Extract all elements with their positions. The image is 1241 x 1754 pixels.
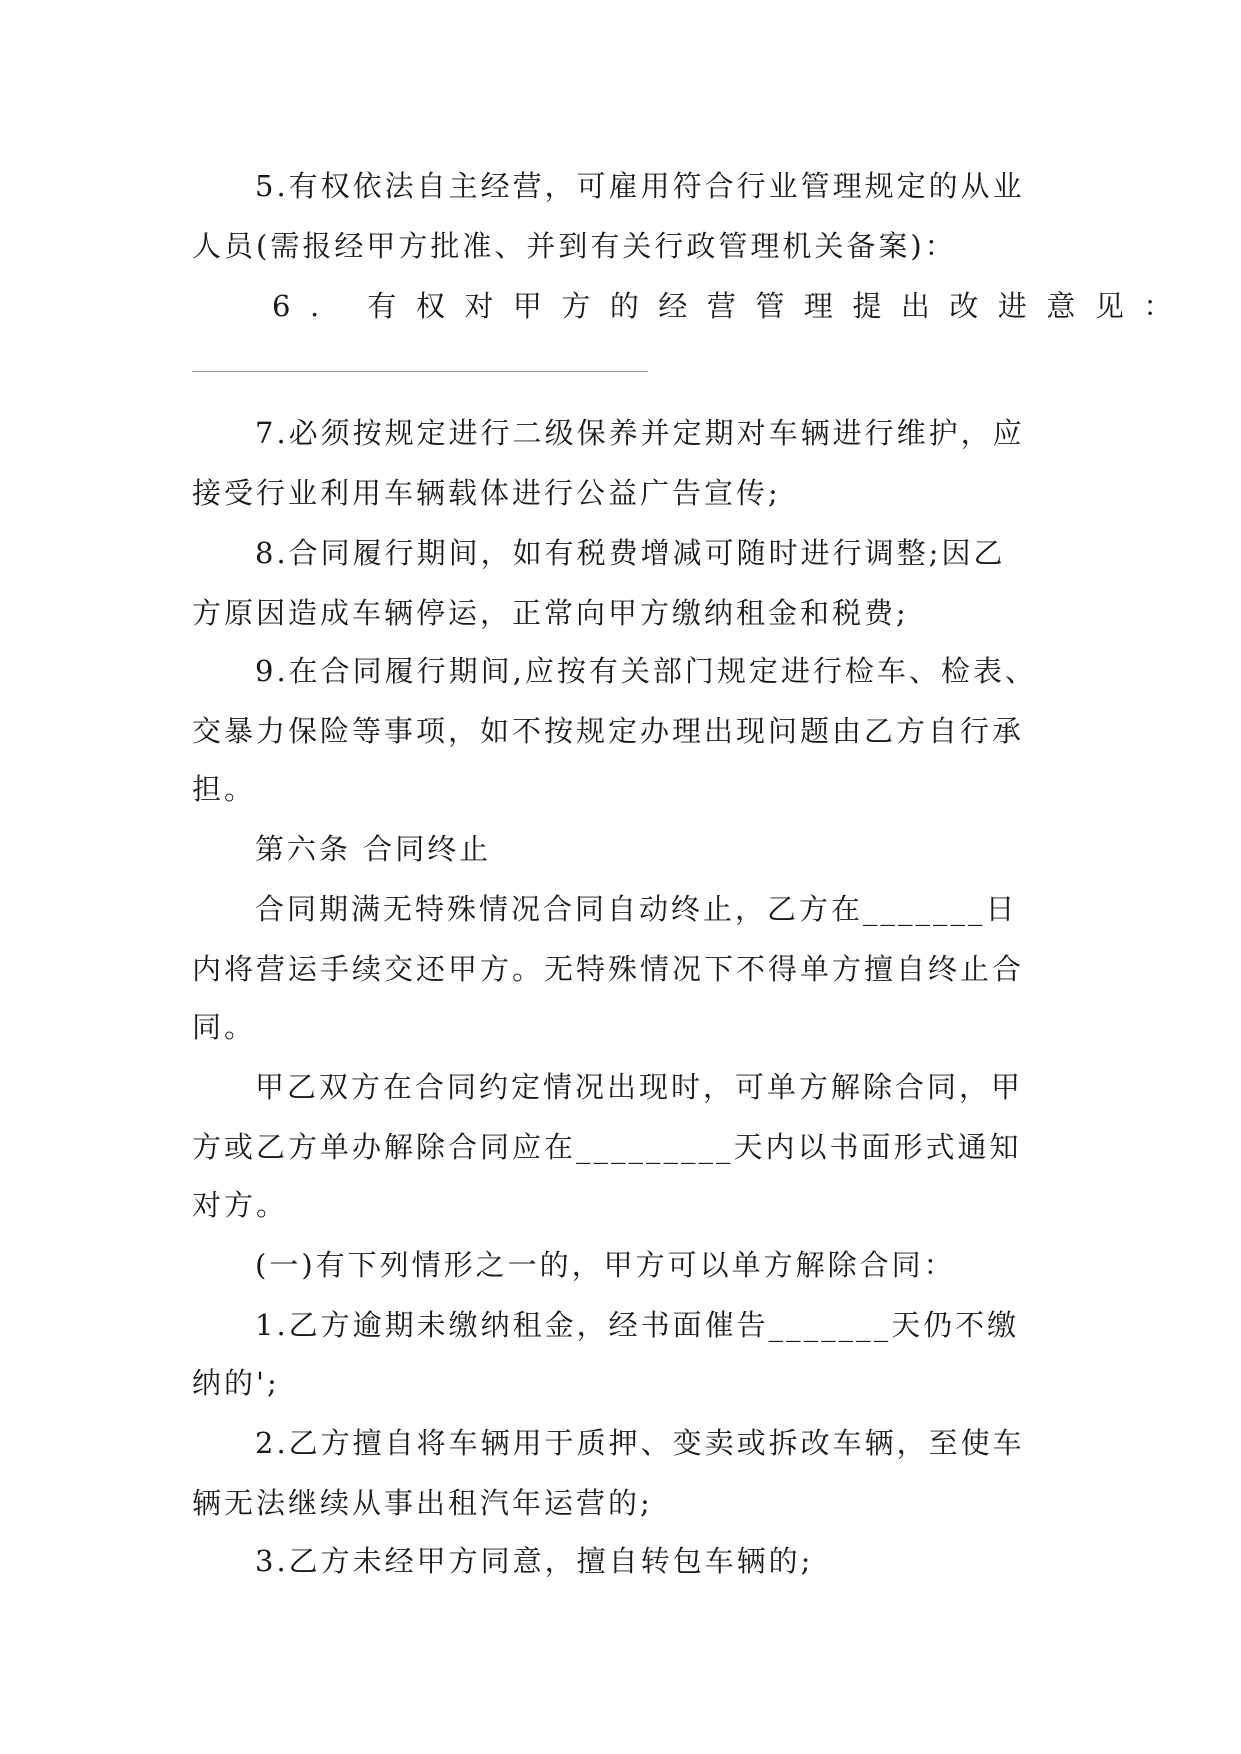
clause-7-line-2: 接受行业利用车辆载体进行公益广告宣传; bbox=[192, 476, 781, 510]
clause-6-line: 6. 有权对甲方的经营管理提出改进意见： bbox=[272, 289, 1192, 323]
clause-8-line-1: 8.合同履行期间，如有税费增减可随时进行调整;因乙 bbox=[255, 536, 1006, 570]
termination-para-1-line-1: 合同期满无特殊情况合同自动终止，乙方在_______日 bbox=[255, 892, 1018, 926]
termination-para-1-line-2: 内将营运手续交还甲方。无特殊情况下不得单方擅自终止合 bbox=[192, 952, 1025, 986]
clause-8-line-2: 方原因造成车辆停运，正常向甲方缴纳租金和税费; bbox=[192, 596, 909, 630]
termination-para-1-line-3: 同。 bbox=[192, 1010, 257, 1044]
termination-item-1-line-1: 1.乙方逾期未缴纳租金，经书面催告_______天仍不缴 bbox=[255, 1308, 1020, 1342]
termination-item-2-line-1: 2.乙方擅自将车辆用于质押、变卖或拆改车辆，至使车 bbox=[255, 1426, 1025, 1460]
clause-9-line-3: 担。 bbox=[192, 772, 257, 806]
article-6-heading: 第六条 合同终止 bbox=[255, 832, 492, 866]
unilateral-termination-heading: (一)有下列情形之一的，甲方可以单方解除合同： bbox=[255, 1248, 956, 1282]
clause-7-line-1: 7.必须按规定进行二级保养并定期对车辆进行维护，应 bbox=[255, 416, 1025, 450]
termination-item-1-line-2: 纳的'; bbox=[192, 1366, 280, 1400]
clause-9-line-1: 9.在合同履行期间,应按有关部门规定进行检车、检表、 bbox=[255, 654, 1037, 688]
clause-5-line-1: 5.有权依法自主经营，可雇用符合行业管理规定的从业 bbox=[255, 169, 1025, 203]
termination-para-2-line-3: 对方。 bbox=[192, 1188, 289, 1222]
clause-5-line-2: 人员(需报经甲方批准、并到有关行政管理机关备案)： bbox=[192, 229, 957, 263]
termination-item-3-line: 3.乙方未经甲方同意，擅自转包车辆的; bbox=[255, 1544, 814, 1578]
termination-para-2-line-2: 方或乙方单办解除合同应在_________天内以书面形式通知 bbox=[192, 1130, 1022, 1164]
termination-item-2-line-2: 辆无法继续从事出租汽年运营的; bbox=[192, 1486, 653, 1520]
blank-fill-line bbox=[192, 371, 648, 372]
clause-9-line-2: 交暴力保险等事项，如不按规定办理出现问题由乙方自行承 bbox=[192, 714, 1025, 748]
termination-para-2-line-1: 甲乙双方在合同约定情况出现时，可单方解除合同，甲 bbox=[255, 1070, 1024, 1104]
